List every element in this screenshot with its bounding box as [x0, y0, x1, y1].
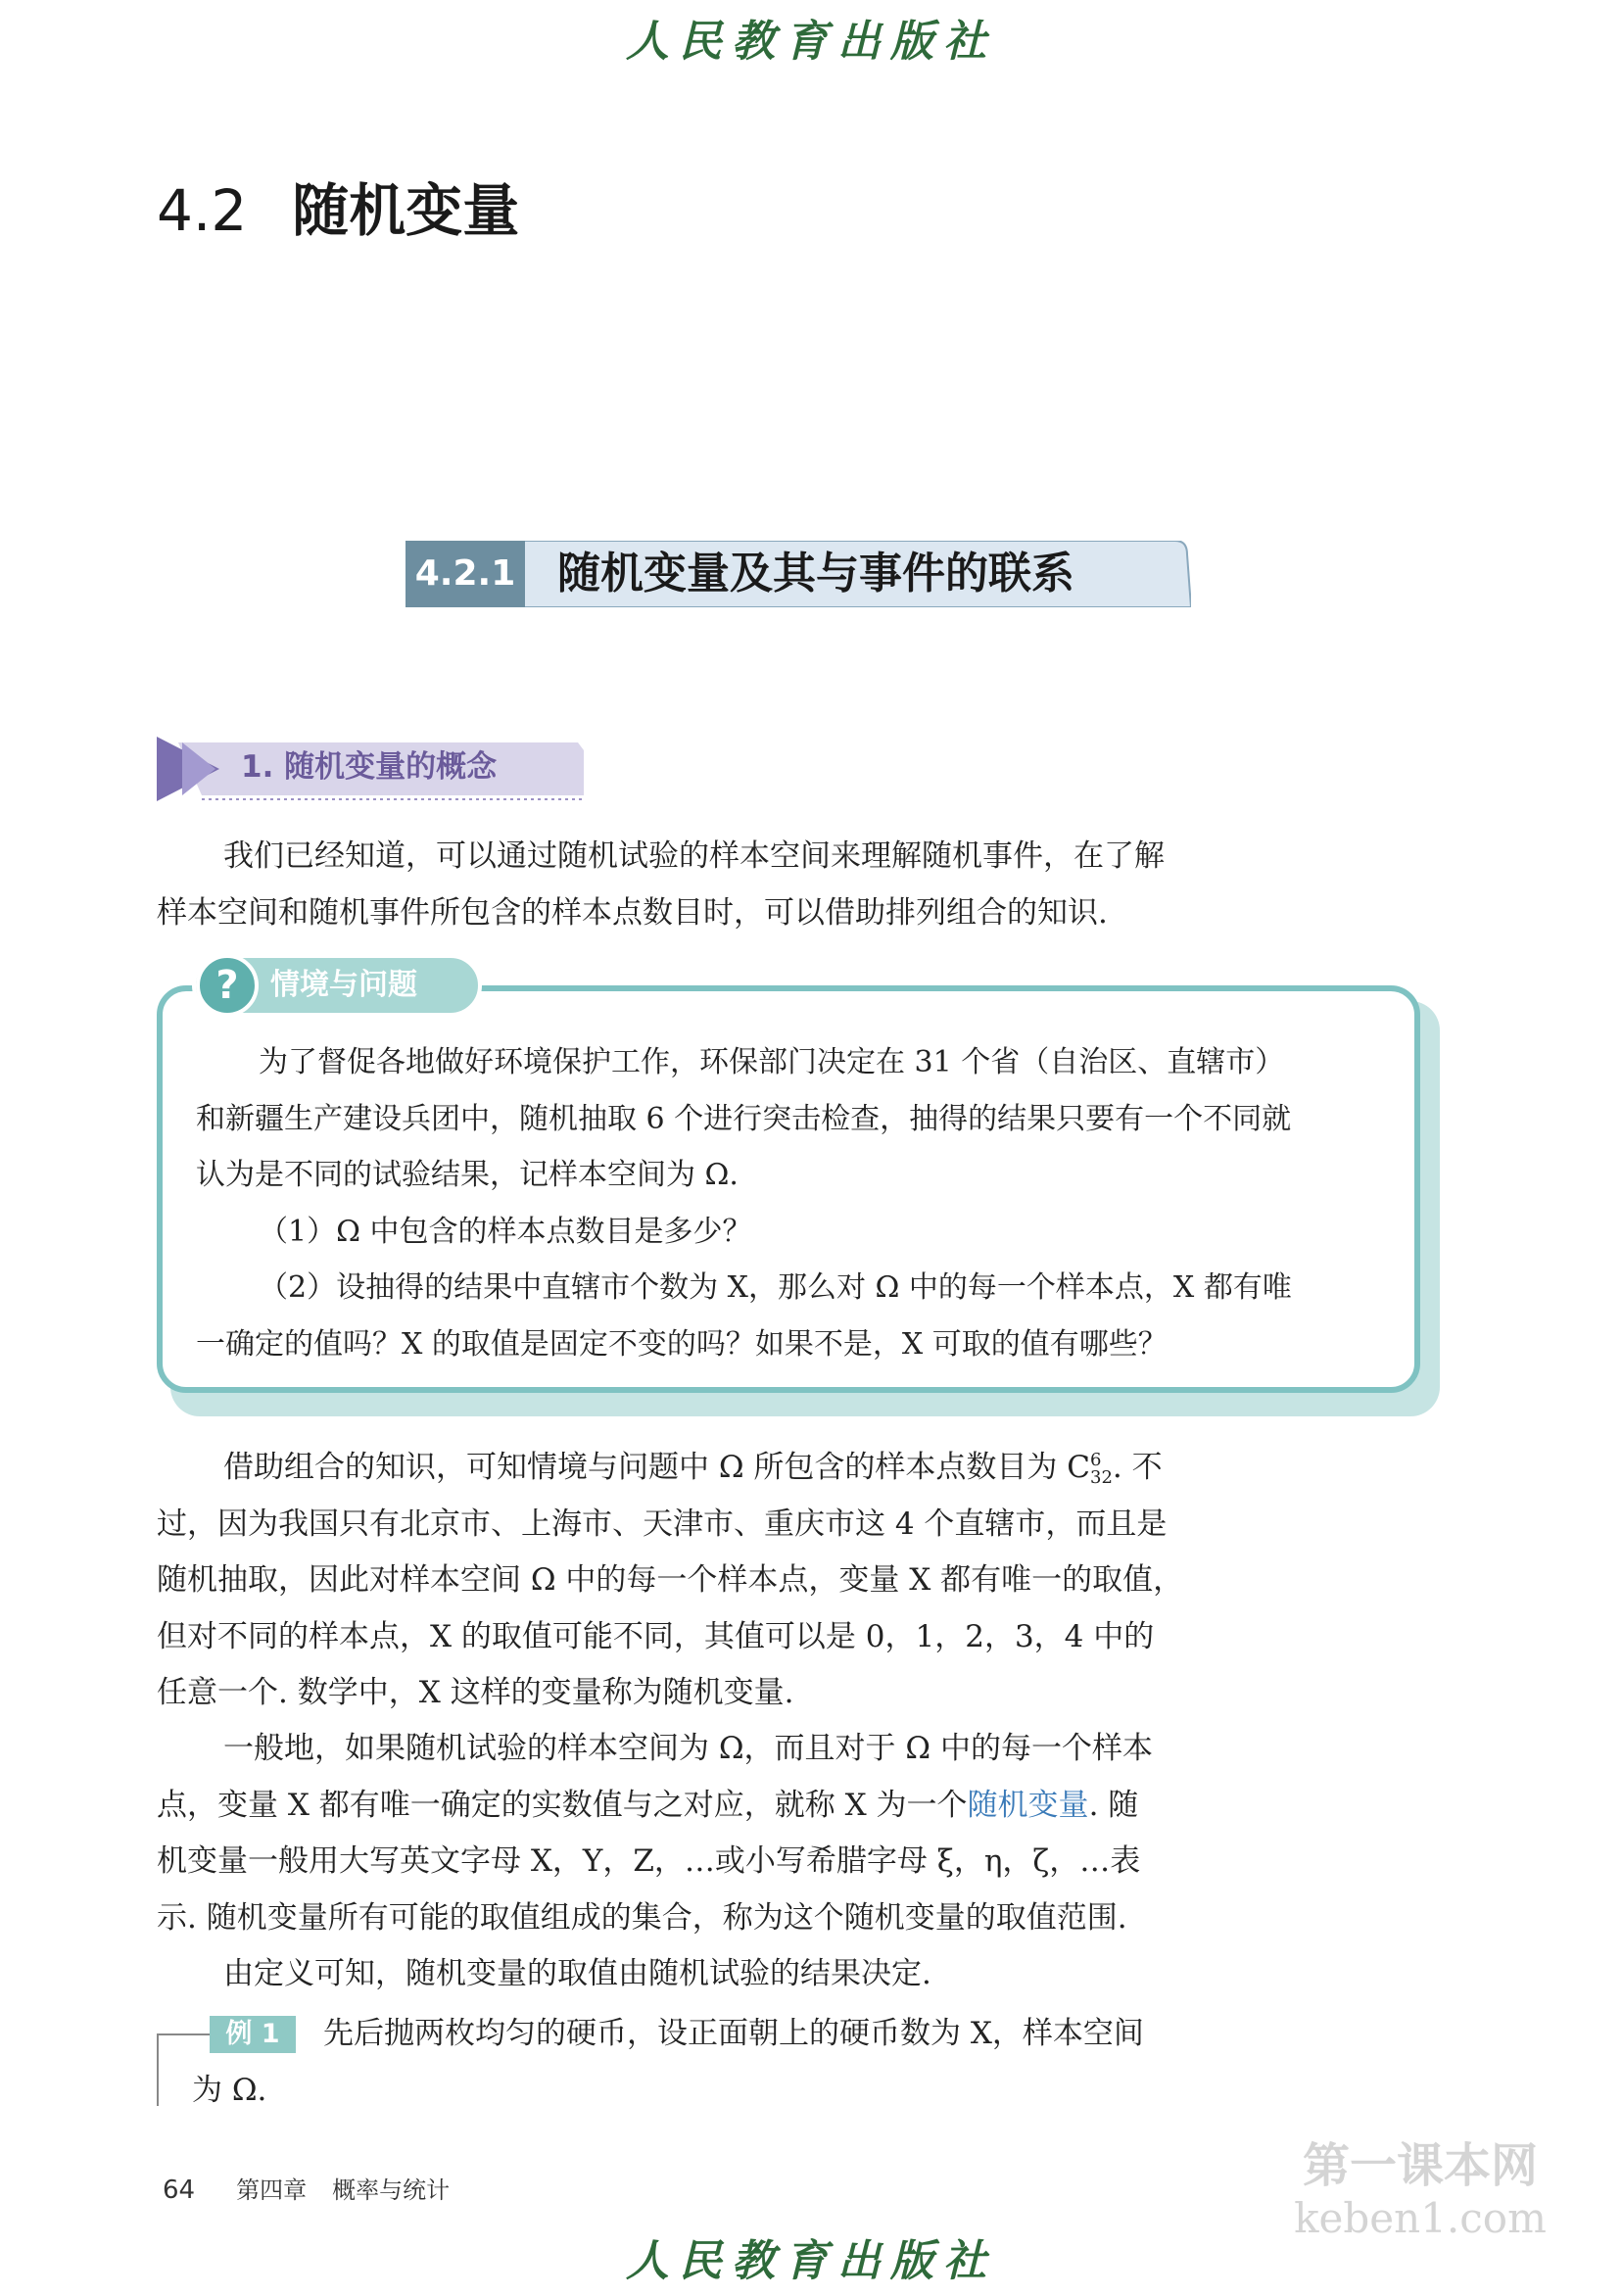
subsection-title: 随机变量及其与事件的联系	[557, 549, 1074, 598]
definition-line: 机变量一般用大写英文字母 X，Y，Z，…或小写希腊字母 ξ，η，ζ，…表	[157, 1843, 1141, 1879]
body-line: 随机抽取，因此对样本空间 Ω 中的每一个样本点，变量 X 都有唯一的取值，	[157, 1562, 1184, 1598]
watermark-title: 第一课本网	[1302, 2138, 1538, 2193]
example-label: 例 1	[210, 2016, 296, 2053]
intro-line: 样本空间和随机事件所包含的样本点数目时，可以借助排列组合的知识.	[157, 894, 1108, 931]
example-text	[192, 2006, 1260, 2119]
chapter-title: 概率与统计	[332, 2176, 451, 2204]
intro-line: 我们已经知道，可以通过随机试验的样本空间来理解随机事件，在了解	[223, 838, 1165, 874]
subsection-number: 4.2.1	[414, 553, 516, 594]
body-line	[157, 1440, 1254, 1497]
body-paragraph-1	[157, 1440, 1254, 1722]
page-footer	[163, 2171, 450, 2205]
body-line: 但对不同的样本点，X 的取值可能不同，其值可以是 0，1，2，3，4 中的	[157, 1618, 1155, 1654]
question-icon: ?	[196, 954, 259, 1017]
binomial-bottom: 32	[1090, 1466, 1113, 1488]
definition-paragraph	[157, 1721, 1254, 2003]
intro-paragraph	[157, 829, 1254, 941]
definition-line-suffix: . 随	[1088, 1787, 1139, 1823]
problem-line: 认为是不同的试验结果，记样本空间为 Ω.	[196, 1158, 739, 1192]
problem-tab-label: 情境与问题	[270, 968, 417, 1002]
problem-question-2: （2）设抽得的结果中直辖市个数为 X，那么对 Ω 中的每一个样本点，X 都有唯	[259, 1270, 1292, 1305]
problem-text	[196, 1034, 1381, 1372]
chapter-label: 第四章	[236, 2176, 308, 2204]
page-number: 64	[163, 2176, 196, 2205]
subsection-banner	[406, 541, 1191, 607]
problem-question-1: （1）Ω 中包含的样本点数目是多少？	[259, 1214, 752, 1249]
section-title	[157, 165, 519, 247]
binomial-symbol	[1067, 1449, 1113, 1488]
term-random-variable: 随机变量	[967, 1787, 1089, 1823]
definition-line-prefix: 点，变量 X 都有唯一确定的实数值与之对应，就称 X 为一个	[157, 1787, 968, 1823]
watermark-url: keben1.com	[1294, 2194, 1547, 2242]
binomial-base: C	[1067, 1450, 1090, 1485]
section-title-text: 随机变量	[292, 177, 520, 244]
definition-line: 一般地，如果随机试验的样本空间为 Ω，而且对于 Ω 中的每一个样本	[223, 1731, 1153, 1766]
problem-line: 为了督促各地做好环境保护工作，环保部门决定在 31 个省（自治区、直辖市）	[259, 1045, 1285, 1079]
problem-tab	[192, 954, 482, 1017]
section-number: 4.2	[157, 177, 248, 244]
example-line: 先后抛两枚均匀的硬币，设正面朝上的硬币数为 X，样本空间	[323, 2016, 1144, 2051]
body-line-prefix: 借助组合的知识，可知情境与问题中 Ω 所包含的样本点数目为	[223, 1450, 1068, 1485]
problem-line: 一确定的值吗？X 的取值是固定不变的吗？如果不是，X 可取的值有哪些？	[196, 1326, 1168, 1362]
binomial-top: 6	[1090, 1449, 1102, 1470]
publisher-header: 人民教育出版社	[626, 17, 996, 67]
concept-heading	[157, 737, 588, 805]
publisher-footer: 人民教育出版社	[626, 2236, 996, 2286]
example-line: 为 Ω.	[192, 2072, 267, 2108]
problem-box	[157, 963, 1430, 1416]
problem-line: 和新疆生产建设兵团中，随机抽取 6 个进行突击检查，抽得的结果只要有一个不同就	[196, 1101, 1292, 1136]
body-line-suffix: . 不	[1112, 1450, 1163, 1485]
body-line: 过，因为我国只有北京市、上海市、天津市、重庆市这 4 个直辖市，而且是	[157, 1506, 1168, 1542]
definition-note: 由定义可知，随机变量的取值由随机试验的结果决定.	[223, 1956, 931, 1991]
definition-line: 示. 随机变量所有可能的取值组成的集合，称为这个随机变量的取值范围.	[157, 1899, 1127, 1936]
concept-heading-label: 1. 随机变量的概念	[241, 749, 498, 785]
definition-line	[157, 1778, 1254, 1835]
body-line: 任意一个. 数学中，X 这样的变量称为随机变量.	[157, 1675, 794, 1710]
